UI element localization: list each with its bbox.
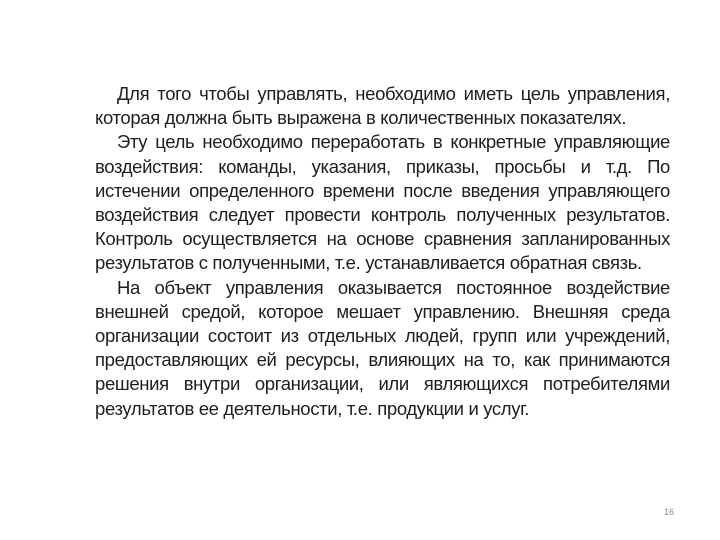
paragraph-environment: На объект управления оказывается постоянное воздействие внешней средой, которое мешает управлению. Внешняя среда организации состоит из отдельных людей, групп или учреждений, предоставляющих ей ресурсы, влияющих на то, как принимаются решения внутри организации, или являющихся потребителями результатов ее деятельности, т.е. продукции и услуг. — [95, 276, 670, 419]
paragraph-control: Эту цель необходимо переработать в конкретные управляющие воздействия: команды, указания, приказы, просьбы и т.д. По истечении определенного времени после введения управляющего воздействия следует провести контроль полученных результатов. Контроль осуществляется на основе сравнения запланированных результатов с полученными, т.е. устанавливается обратная связь. — [95, 131, 670, 274]
page-number: 16 — [664, 507, 675, 517]
paragraph-goal: Для того чтобы управлять, необходимо иметь цель управления, которая должна быть выражена в количественных показателях. — [95, 83, 670, 129]
body-text — [95, 82, 670, 421]
